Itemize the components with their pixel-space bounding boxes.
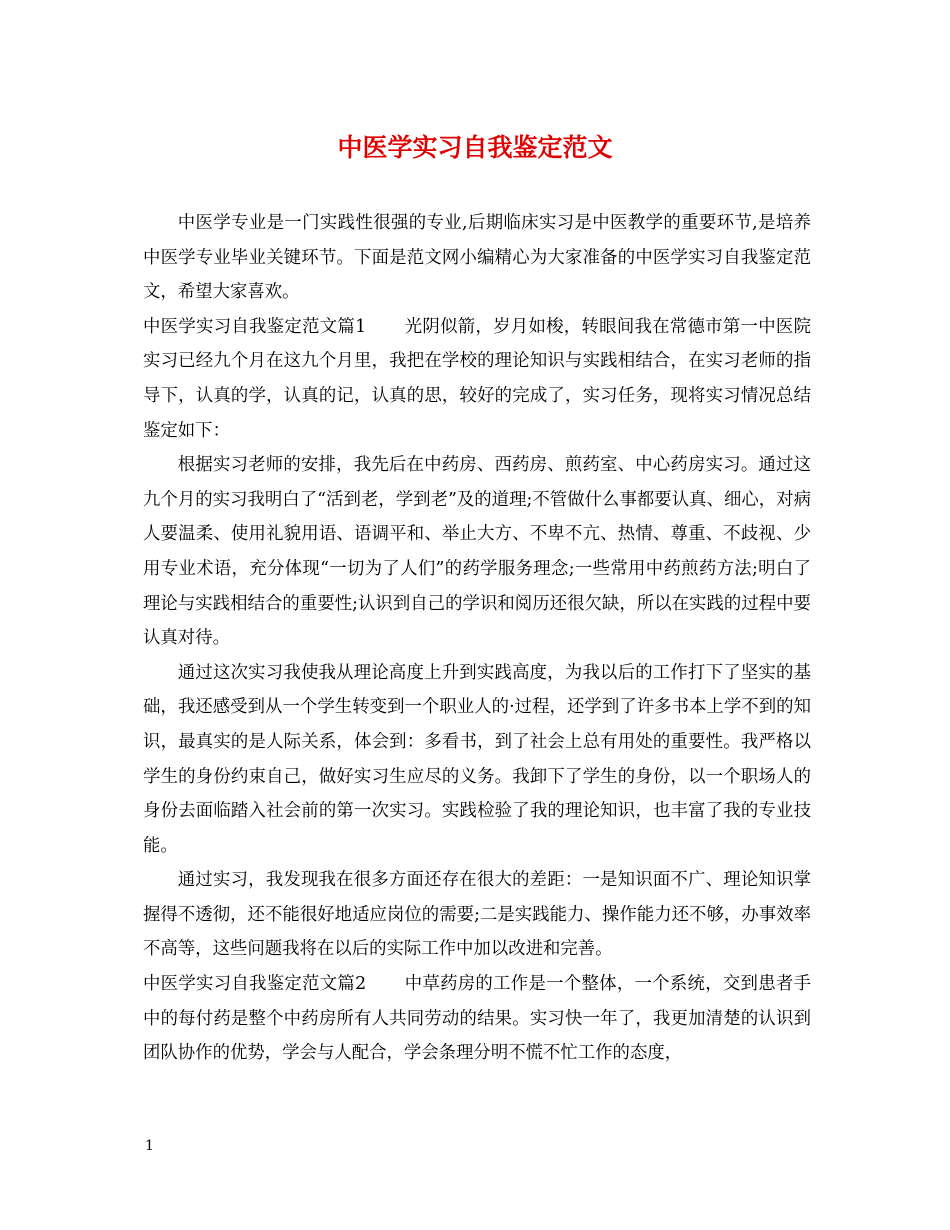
page-number: 1 (145, 1138, 154, 1154)
section-heading: 中医学实习自我鉴定范文篇1 (143, 316, 367, 337)
body-paragraph: 根据实习老师的安排，我先后在中药房、西药房、煎药室、中心药房实习。通过这九个月的实习我明白了“活到老，学到老”及的道理;不管做什么事都要认真、细心，对病人要温柔、使用礼貌用语、语调平和、举止大方、不卑不亢、热情、尊重、不歧视、少用专业术语，充分体现“一切为了人们”的药学服务理念;一些常用中药煎药方法;明白了理论与实践相结合的重要性;认识到自己的学识和阅历还很欠缺，所以在实践的过程中要认真对待。 (143, 455, 811, 649)
body-paragraph: 通过这次实习我使我从理论高度上升到实践高度，为我以后的工作打下了坚实的基础，我还感受到从一个学生转变到一个职业人的·过程，还学到了许多书本上学不到的知识，最真实的是人际关系，体会到：多看书，到了社会上总有用处的重要性。我严格以学生的身份约束自己，做好实习生应尽的义务。我卸下了学生的身份，以一个职场人的身份去面临踏入社会前的第一次实习。实践检验了我的理论知识，也丰富了我的专业技能。 (143, 662, 811, 856)
body-paragraph: 通过实习，我发现我在很多方面还存在很大的差距：一是知识面不广、理论知识掌握得不透彻，还不能很好地适应岗位的需要;二是实践能力、操作能力还不够，办事效率不高等，这些问题我将在以后的实际工作中加以改进和完善。 (143, 870, 811, 960)
section-heading: 中医学实习自我鉴定范文篇2 (143, 974, 367, 995)
section-paragraph (143, 967, 811, 1071)
document-title: 中医学实习自我鉴定范文 (337, 133, 613, 162)
document-body (143, 206, 811, 1071)
section-text: 中草药房的工作是一个整体，一个系统，交到患者手中的每付药是整个中药房所有人共同劳动的结果。实习快一年了，我更加清楚的认识到团队协作的优势，学会与人配合，学会条理分明不慌不忙工作的态度， (143, 974, 811, 1064)
section-text: 光阴似箭，岁月如梭，转眼间我在常德市第一中医院实习已经九个月在这九个月里，我把在学校的理论知识与实践相结合，在实习老师的指导下，认真的学，认真的记，认真的思，较好的完成了，实习任务，现将实习情况总结鉴定如下： (143, 316, 811, 441)
section-paragraph (143, 310, 811, 448)
body-paragraph: 中医学专业是一门实践性很强的专业,后期临床实习是中医教学的重要环节,是培养中医学专业毕业关键环节。下面是范文网小编精心为大家准备的中医学实习自我鉴定范文，希望大家喜欢。 (143, 213, 811, 303)
